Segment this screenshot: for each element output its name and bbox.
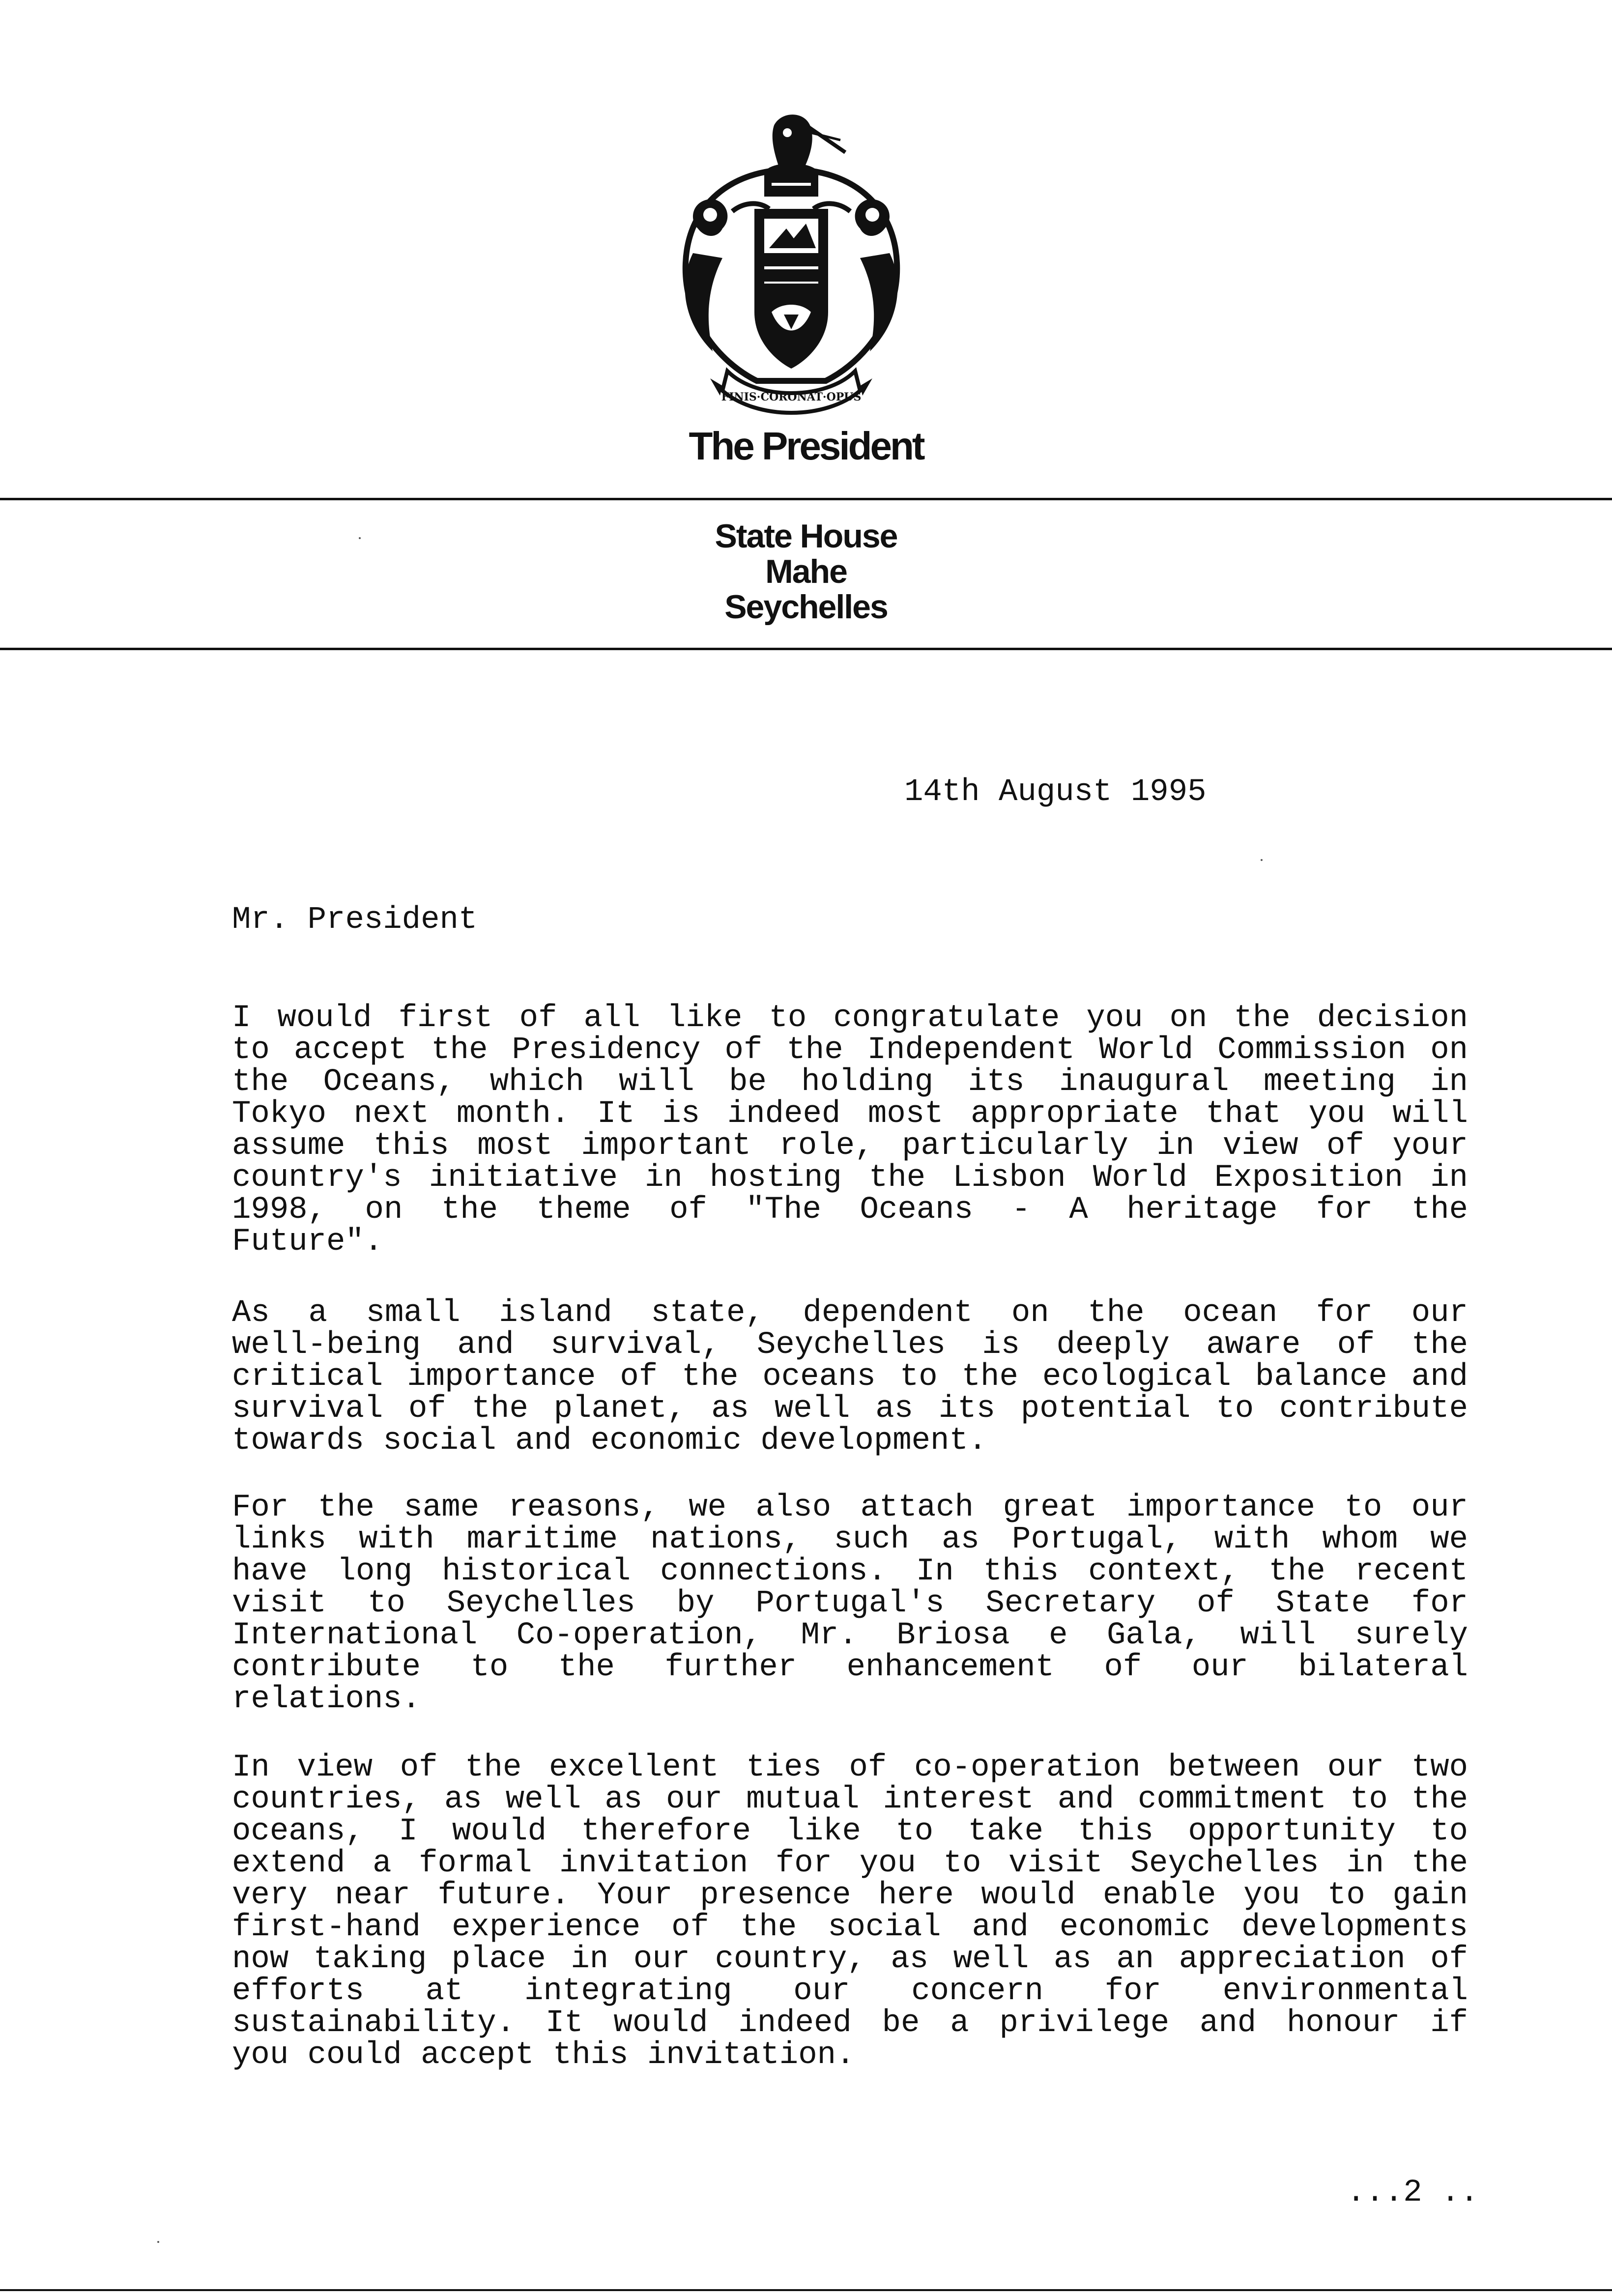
header-divider-top bbox=[0, 498, 1612, 500]
paragraph-line: the Oceans, which will be holding its inaugural meeting in bbox=[232, 1066, 1468, 1098]
paragraph-line: For the same reasons, we also attach great importance to our bbox=[232, 1492, 1468, 1524]
footer-divider bbox=[0, 2289, 1612, 2291]
paragraph-line: to accept the Presidency of the Independent World Commission on bbox=[232, 1034, 1468, 1066]
address-line: Mahe bbox=[765, 553, 847, 590]
header-divider-bottom bbox=[0, 648, 1612, 650]
paragraph bbox=[232, 1752, 1468, 2071]
office-title: The President bbox=[689, 424, 923, 468]
address-block bbox=[0, 518, 1612, 625]
paragraph-line: towards social and economic development. bbox=[232, 1425, 987, 1457]
scan-speck bbox=[157, 2241, 159, 2243]
paragraph-line: sustainability. It would indeed be a privilege and honour if bbox=[232, 2008, 1468, 2039]
letter-date: 14th August 1995 bbox=[904, 775, 1207, 810]
continuation-marker: ...2 .. bbox=[1347, 2175, 1479, 2210]
address-line: State House bbox=[715, 517, 897, 555]
paragraph-line: As a small island state, dependent on the ocean for our bbox=[232, 1297, 1468, 1329]
paragraph-line: first-hand experience of the social and economic developments bbox=[232, 1912, 1468, 1944]
svg-text:FINIS·CORONAT·OPUS: FINIS·CORONAT·OPUS bbox=[721, 391, 862, 403]
scan-speck bbox=[1261, 859, 1263, 861]
coat-of-arms-icon bbox=[659, 106, 924, 420]
paragraph-line: have long historical connections. In this context, the recent bbox=[232, 1556, 1468, 1588]
paragraph-line: you could accept this invitation. bbox=[232, 2039, 855, 2071]
address-line: Seychelles bbox=[724, 588, 888, 626]
paragraph bbox=[232, 1297, 1468, 1457]
paragraph-line: Tokyo next month. It is indeed most appropriate that you will bbox=[232, 1098, 1468, 1130]
paragraph-line: oceans, I would therefore like to take this opportunity to bbox=[232, 1816, 1468, 1848]
paragraph-line: contribute to the further enhancement of our bilateral bbox=[232, 1652, 1468, 1684]
paragraph-line: Future". bbox=[232, 1226, 383, 1258]
paragraph-line: assume this most important role, particularly in view of your bbox=[232, 1130, 1468, 1162]
paragraph-line: critical importance of the oceans to the ecological balance and bbox=[232, 1361, 1468, 1393]
paragraph-line: 1998, on the theme of "The Oceans - A heritage for the bbox=[232, 1194, 1468, 1226]
paragraph bbox=[232, 1492, 1468, 1716]
paragraph-line: In view of the excellent ties of co-operation between our two bbox=[232, 1752, 1468, 1784]
paragraph-line: very near future. Your presence here would enable you to gain bbox=[232, 1880, 1468, 1912]
paragraph-line: relations. bbox=[232, 1684, 421, 1716]
salutation: Mr. President bbox=[232, 902, 478, 938]
paragraph bbox=[232, 1003, 1468, 1258]
paragraph-line: extend a formal invitation for you to visit Seychelles in the bbox=[232, 1848, 1468, 1880]
paragraph-line: survival of the planet, as well as its potential to contribute bbox=[232, 1393, 1468, 1425]
paragraph-line: I would first of all like to congratulate you on the decision bbox=[232, 1003, 1468, 1034]
paragraph-line: well-being and survival, Seychelles is deeply aware of the bbox=[232, 1329, 1468, 1361]
paragraph-line: now taking place in our country, as well as an appreciation of bbox=[232, 1944, 1468, 1976]
scan-speck bbox=[359, 537, 361, 539]
paragraph-line: International Co-operation, Mr. Briosa e Gala, will surely bbox=[232, 1620, 1468, 1652]
paragraph-line: countries, as well as our mutual interest and commitment to the bbox=[232, 1784, 1468, 1816]
paragraph-line: links with maritime nations, such as Portugal, with whom we bbox=[232, 1524, 1468, 1556]
paragraph-line: efforts at integrating our concern for environmental bbox=[232, 1976, 1468, 2008]
paragraph-line: visit to Seychelles by Portugal's Secretary of State for bbox=[232, 1588, 1468, 1620]
paragraph-line: country's initiative in hosting the Lisbon World Exposition in bbox=[232, 1162, 1468, 1194]
